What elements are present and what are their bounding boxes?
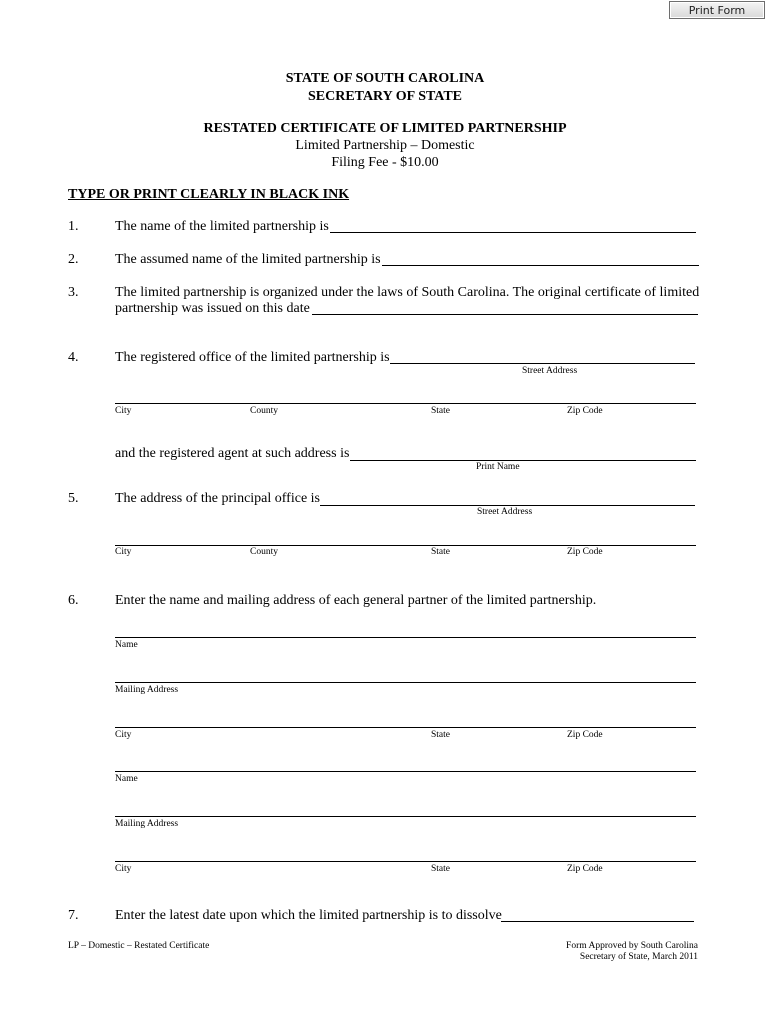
- state-label: State: [431, 730, 450, 740]
- item-4-label: The registered office of the limited partnership is: [115, 350, 390, 365]
- item-1-label: The name of the limited partnership is: [115, 219, 329, 234]
- registered-office-street-field[interactable]: [390, 363, 695, 364]
- mailing-address-label: Mailing Address: [115, 685, 179, 695]
- footer-approval-line1: Form Approved by South Carolina: [566, 941, 698, 951]
- registered-agent-label: and the registered agent at such address is: [115, 446, 350, 461]
- zip-code-label: Zip Code: [567, 864, 603, 874]
- instruction-heading: TYPE OR PRINT CLEARLY IN BLACK INK: [68, 187, 350, 202]
- state-label: State: [431, 547, 450, 557]
- zip-code-label: Zip Code: [567, 547, 603, 557]
- item-2-number: 2.: [68, 252, 79, 267]
- partner-1-city-line[interactable]: [115, 727, 696, 728]
- item-7-label: Enter the latest date upon which the limited partnership is to dissolve: [115, 908, 502, 923]
- zip-code-label: Zip Code: [567, 730, 603, 740]
- street-address-label: Street Address: [522, 366, 578, 376]
- original-certificate-date-field[interactable]: [312, 314, 698, 315]
- item-6-number: 6.: [68, 593, 79, 608]
- city-label: City: [115, 864, 132, 874]
- name-label: Name: [115, 774, 138, 784]
- item-3-line2: partnership was issued on this date: [115, 301, 310, 316]
- item-1-number: 1.: [68, 219, 79, 234]
- principal-office-street-field[interactable]: [320, 505, 695, 506]
- item-5-label: The address of the principal office is: [115, 491, 321, 506]
- state-label: State: [431, 864, 450, 874]
- partner-2-city-line[interactable]: [115, 861, 696, 862]
- county-label: County: [250, 547, 278, 557]
- item-7-number: 7.: [68, 908, 79, 923]
- city-label: City: [115, 406, 132, 416]
- partner-1-mailing-address-field[interactable]: [115, 682, 696, 683]
- state-label: State: [431, 406, 450, 416]
- item-2-label: The assumed name of the limited partnership is: [115, 252, 381, 267]
- name-label: Name: [115, 640, 138, 650]
- office-heading: SECRETARY OF STATE: [307, 89, 463, 104]
- city-label: City: [115, 730, 132, 740]
- assumed-name-field[interactable]: [382, 265, 699, 266]
- dissolution-date-field[interactable]: [501, 921, 694, 922]
- partner-2-name-field[interactable]: [115, 771, 696, 772]
- city-label: City: [115, 547, 132, 557]
- registered-agent-name-field[interactable]: [350, 460, 696, 461]
- zip-code-label: Zip Code: [567, 406, 603, 416]
- item-3-line1: The limited partnership is organized under the laws of South Carolina. The original certificate of limited: [115, 285, 700, 300]
- item-6-label: Enter the name and mailing address of each general partner of the limited partnership.: [115, 593, 597, 608]
- street-address-label: Street Address: [477, 507, 533, 517]
- mailing-address-label: Mailing Address: [115, 819, 179, 829]
- partner-2-mailing-address-field[interactable]: [115, 816, 696, 817]
- partner-1-name-field[interactable]: [115, 637, 696, 638]
- partnership-name-field[interactable]: [330, 232, 696, 233]
- state-heading: STATE OF SOUTH CAROLINA: [285, 71, 485, 86]
- item-3-number: 3.: [68, 285, 79, 300]
- print-form-button[interactable]: Print Form: [669, 1, 765, 19]
- form-subtitle: Limited Partnership – Domestic: [295, 138, 475, 153]
- footer-approval-line2: Secretary of State, March 2011: [579, 952, 698, 962]
- print-name-label: Print Name: [476, 462, 520, 472]
- footer-form-id: LP – Domestic – Restated Certificate: [68, 941, 210, 951]
- principal-office-city-line[interactable]: [115, 545, 696, 546]
- form-title: RESTATED CERTIFICATE OF LIMITED PARTNERSHIP: [203, 121, 567, 136]
- filing-fee: Filing Fee - $10.00: [331, 155, 439, 170]
- item-5-number: 5.: [68, 491, 79, 506]
- item-4-number: 4.: [68, 350, 79, 365]
- registered-office-city-line[interactable]: [115, 403, 696, 404]
- county-label: County: [250, 406, 278, 416]
